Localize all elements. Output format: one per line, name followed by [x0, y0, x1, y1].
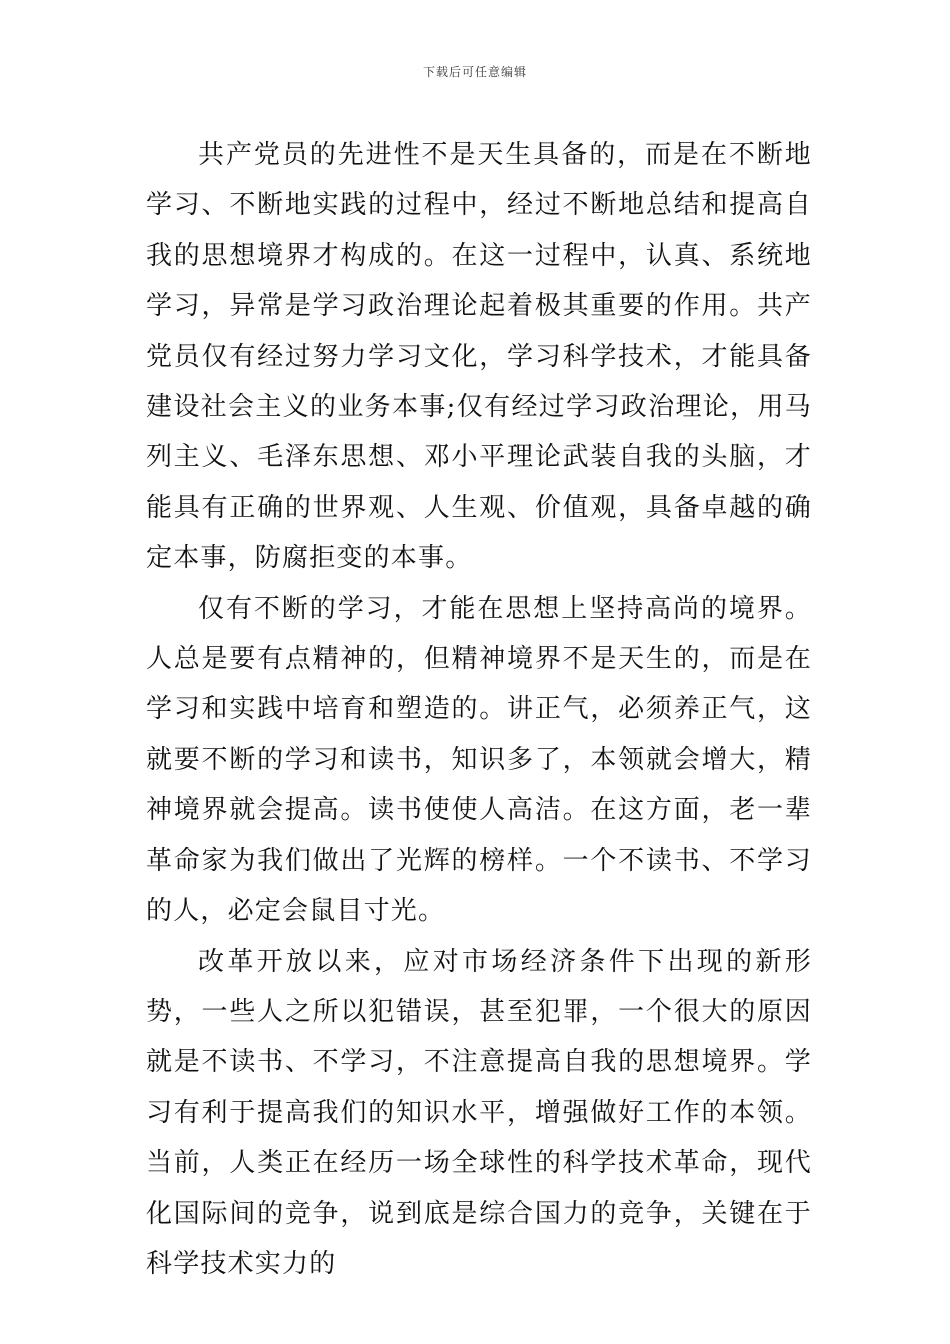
document-body [146, 130, 812, 1289]
paragraph-2: 仅有不断的学习，才能在思想上坚持高尚的境界。人总是要有点精神的，但精神境界不是天生的，而是在学习和实践中培育和塑造的。讲正气，必须养正气，这就要不断的学习和读书，知识多了，本领就会增大，精神境界就会提高。读书使使人高洁。在这方面，老一辈革命家为我们做出了光辉的榜样。一个不读书、不学习的人，必定会鼠目寸光。 [146, 593, 812, 927]
paragraph-1: 共产党员的先进性不是天生具备的，而是在不断地学习、不断地实践的过程中，经过不断地总结和提高自我的思想境界才构成的。在这一过程中，认真、系统地学习，异常是学习政治理论起着极其重要的作用。共产党员仅有经过努力学习文化，学习科学技术，才能具备建设社会主义的业务本事;仅有经过学习政治理论，用马列主义、毛泽东思想、邓小平理论武装自我的头脑，才能具有正确的世界观、人生观、价值观，具备卓越的确定本事，防腐拒变的本事。 [146, 140, 812, 574]
paragraph-3: 改革开放以来，应对市场经济条件下出现的新形势，一些人之所以犯错误，甚至犯罪，一个很大的原因就是不读书、不学习，不注意提高自我的思想境界。学习有利于提高我们的知识水平，增强做好工作的本领。当前，人类正在经历一场全球性的科学技术革命，现代化国际间的竞争，说到底是综合国力的竞争，关键在于科学技术实力的 [146, 946, 812, 1279]
header-note: 下载后可任意编辑 [422, 65, 527, 79]
